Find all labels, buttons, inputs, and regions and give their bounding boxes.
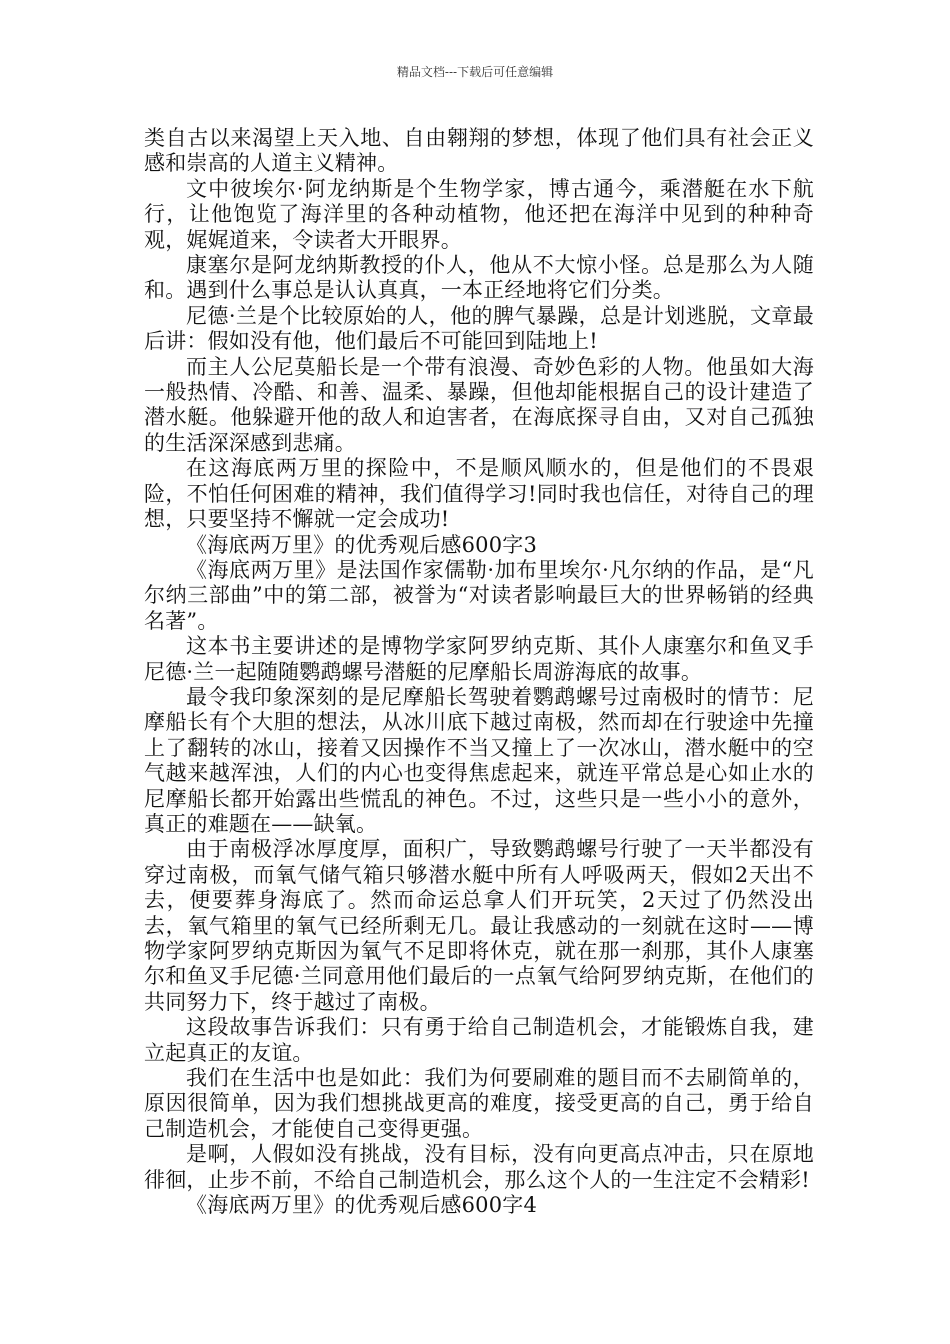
paragraph-challenge: 是啊，人假如没有挑战，没有目标，没有向更高点冲击，只在原地徘徊，止步不前，不给自己制造机会，那么这个人的一生注定不会精彩! [144, 1142, 814, 1192]
paragraph-life-reflection: 我们在生活中也是如此：我们为何要刷难的题目而不去刷简单的，原因很简单，因为我们想挑战更高的难度，接受更高的自己，勇于给自己制造机会，才能使自己变得更强。 [144, 1066, 814, 1141]
paragraph-aronnax: 文中彼埃尔·阿龙纳斯是个生物学家，博古通今，乘潜艇在水下航行，让他饱览了海洋里的各种动植物，他还把在海洋中见到的种种奇观，娓娓道来，令读者大开眼界。 [144, 176, 814, 252]
paragraph-oxygen: 由于南极浮冰厚度厚，面积广，导致鹦鹉螺号行驶了一天半都没有穿过南极，而氧气储气箱只够潜水艇中所有人呼吸两天，假如2天出不去，便要葬身海底了。然而命运总拿人们开玩笑，2天过了仍然没出去，氧气箱里的氧气已经所剩无几。最让我感动的一刻就在这时——博物学家阿罗纳克斯因为氧气不足即将休克，就在那一刹那，其仆人康塞尔和鱼叉手尼德·兰同意用他们最后的一点氧气给阿罗纳克斯，在他们的共同努力下，终于越过了南极。 [144, 837, 814, 1014]
page-header: 精品文档---下载后可任意编辑 [396, 65, 554, 79]
paragraph-captain-nemo: 而主人公尼莫船长是一个带有浪漫、奇妙色彩的人物。他虽如大海一般热情、冷酷、和善、温柔、暴躁，但他却能根据自己的设计建造了潜水艇。他躲避开他的敌人和迫害者，在海底探寻自由，又对自己孤独的生活深深感到悲痛。 [144, 354, 814, 455]
paragraph-continuation: 类自古以来渴望上天入地、自由翱翔的梦想，体现了他们具有社会正义感和崇高的人道主义精神。 [144, 126, 814, 176]
paragraph-book-intro: 《海底两万里》是法国作家儒勒·加布里埃尔·凡尔纳的作品，是“凡尔纳三部曲”中的第二部，被誉为“对读者影响最巨大的世界畅销的经典名著”。 [144, 557, 814, 633]
section-heading-4: 《海底两万里》的优秀观后感600字4 [186, 1193, 538, 1218]
paragraph-lesson: 这段故事告诉我们：只有勇于给自己制造机会，才能锻炼自我，建立起真正的友谊。 [144, 1015, 814, 1065]
document-body [144, 126, 814, 1218]
section-heading-3: 《海底两万里》的优秀观后感600字3 [186, 532, 538, 557]
paragraph-story-summary: 这本书主要讲述的是博物学家阿罗纳克斯、其仆人康塞尔和鱼叉手尼德·兰一起随随鹦鹉螺号潜艇的尼摩船长周游海底的故事。 [144, 634, 814, 684]
paragraph-ned-land: 尼德·兰是个比较原始的人，他的脾气暴躁，总是计划逃脱，文章最后讲：假如没有他，他们最后不可能回到陆地上! [144, 303, 814, 354]
paragraph-conclusion: 在这海底两万里的探险中，不是顺风顺水的，但是他们的不畏艰险，不怕任何困难的精神，我们值得学习!同时我也信任，对待自己的理想，只要坚持不懈就一定会成功! [144, 456, 814, 532]
paragraph-south-pole: 最令我印象深刻的是尼摩船长驾驶着鹦鹉螺号过南极时的情节：尼摩船长有个大胆的想法，从冰川底下越过南极，然而却在行驶途中先撞上了翻转的冰山，接着又因操作不当又撞上了一次冰山，潜水艇中的空气越来越浑浊，人们的内心也变得焦虑起来，就连平常总是心如止水的尼摩船长都开始露出些慌乱的神色。不过，这些只是一些小小的意外，真正的难题在——缺氧。 [144, 684, 814, 836]
paragraph-conseil: 康塞尔是阿龙纳斯教授的仆人，他从不大惊小怪。总是那么为人随和。遇到什么事总是认认真真，一本正经地将它们分类。 [144, 253, 814, 303]
